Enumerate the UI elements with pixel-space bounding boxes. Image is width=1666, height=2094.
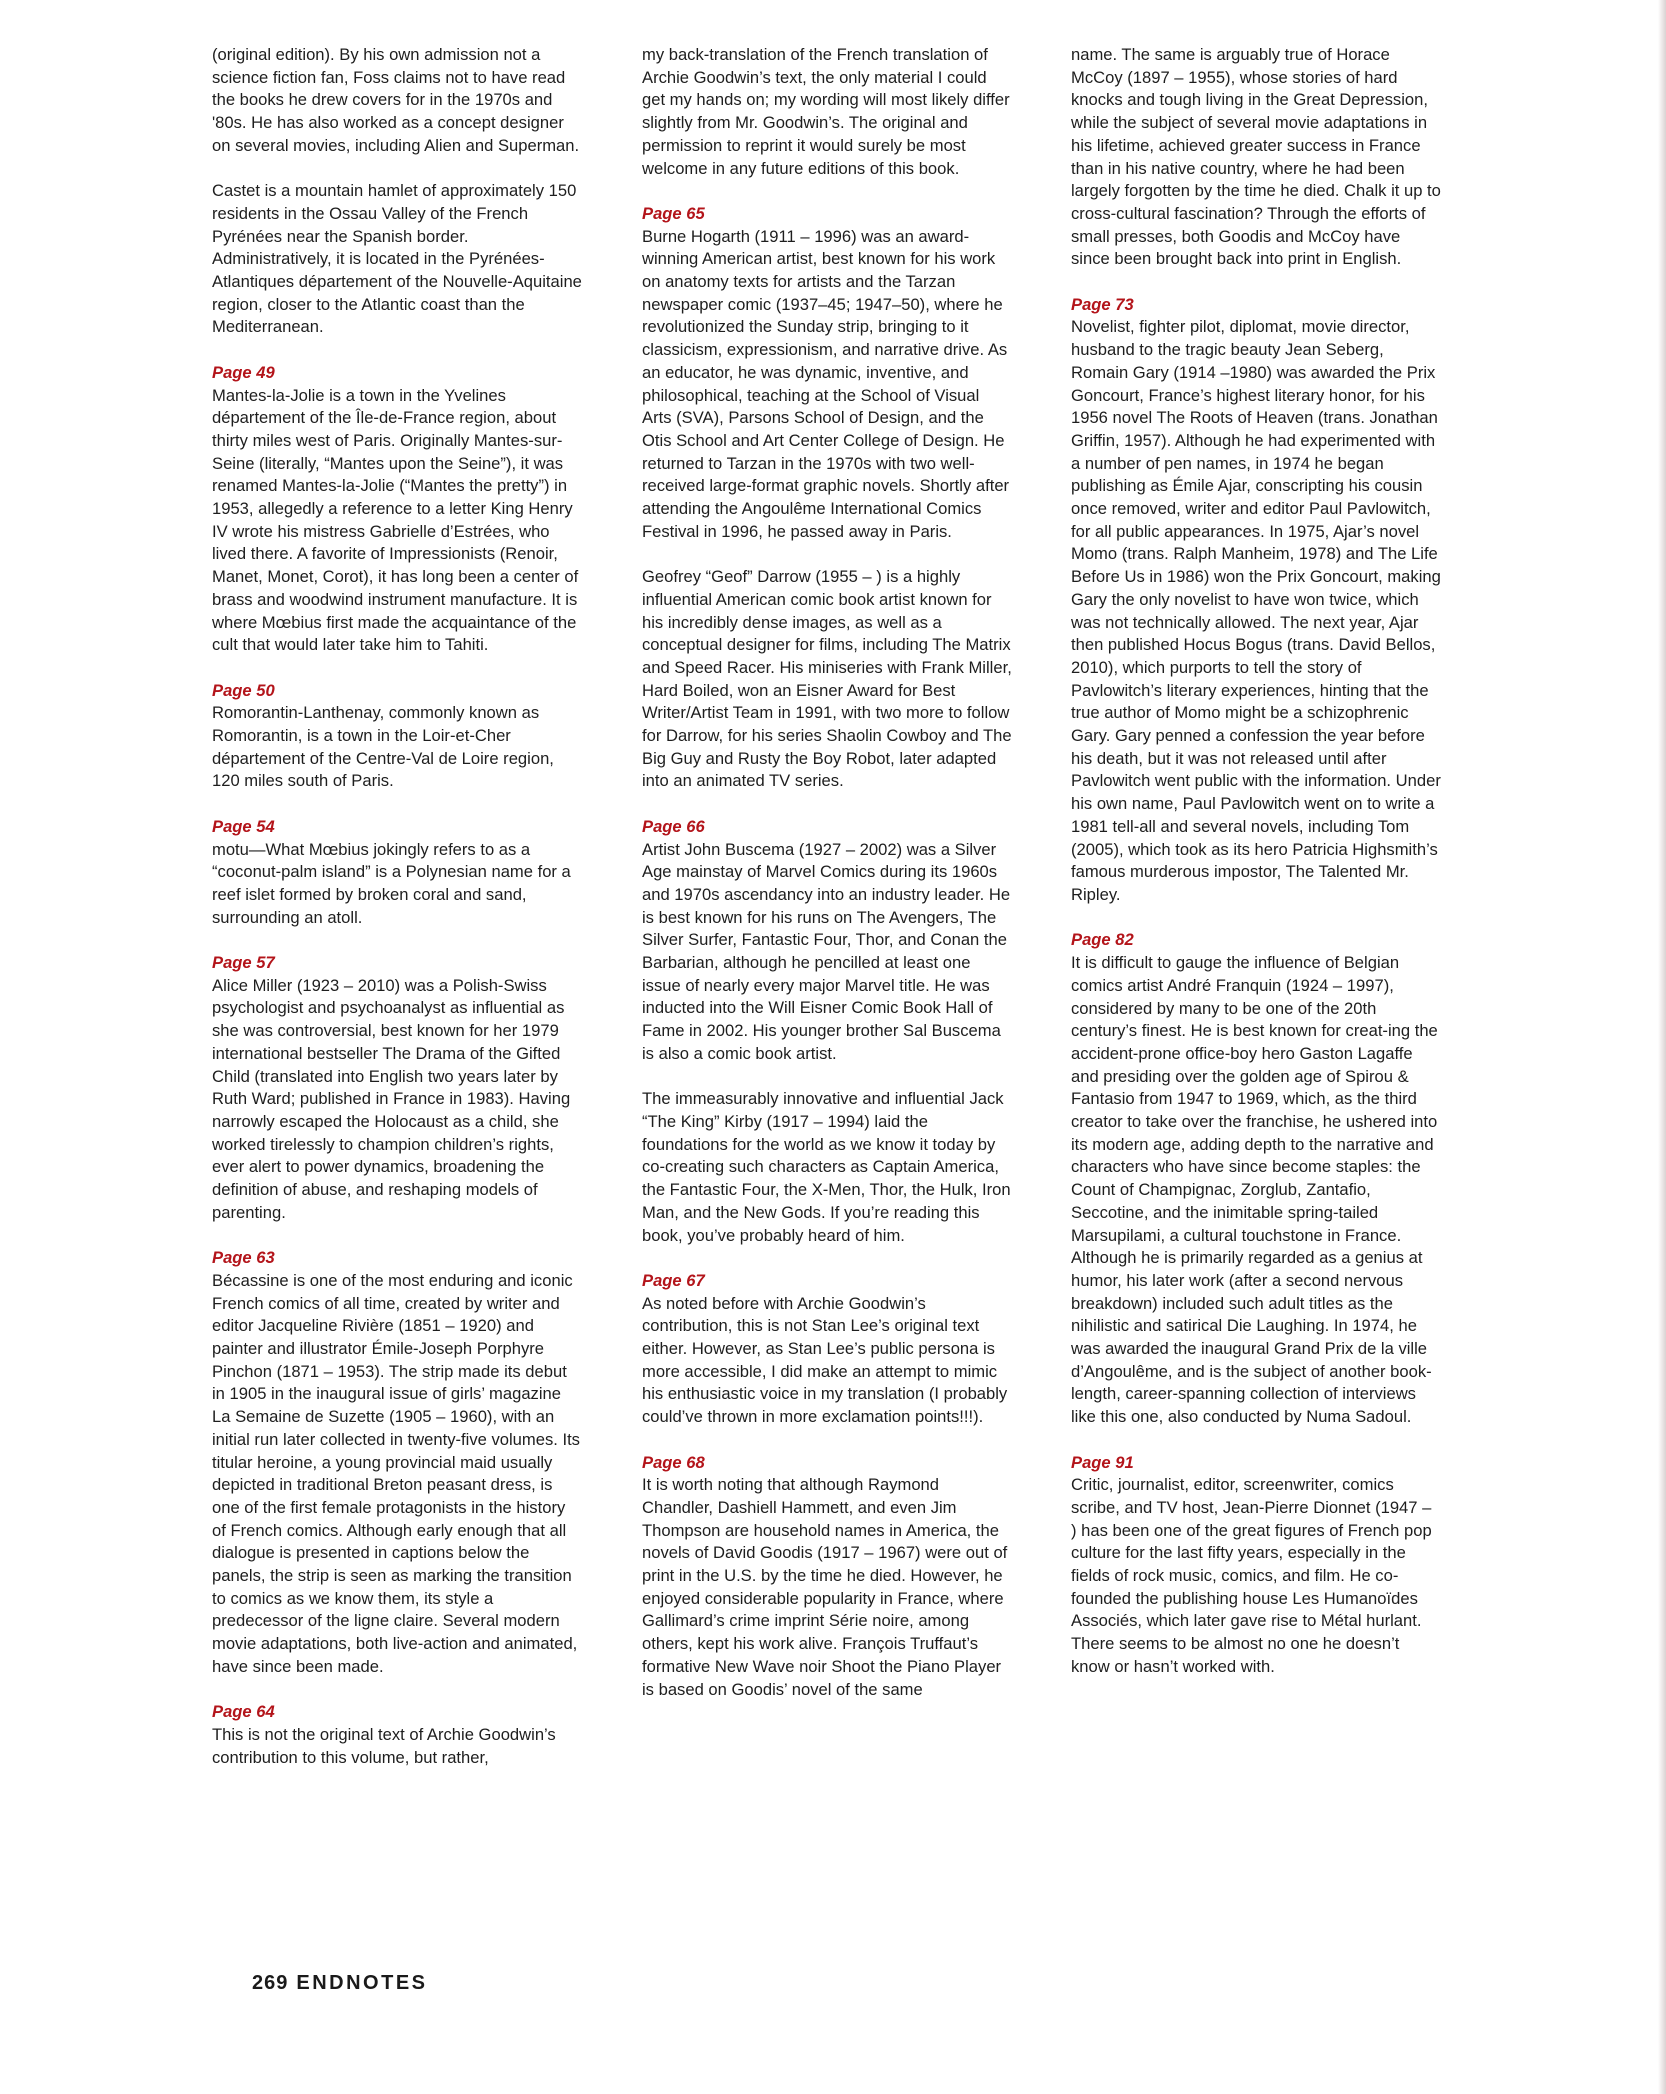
endnote: [212, 680, 582, 794]
page-reference: Page 68: [642, 1452, 705, 1472]
endnote: [642, 1270, 1012, 1429]
endnote: [642, 1088, 1012, 1247]
page-footer: [252, 1972, 428, 1995]
endnote-text: Burne Hogarth (1911 – 1996) was an award-winning American artist, best known for his work on anatomy texts for artists and the Tarzan newspaper comic (1937–45; 1947–50), where he revolutionized the Sunday strip, bringing to it classicism, expressionism, and narrative drive. As an educator, he was dynamic, inventive, and philosophical, teaching at the School of Visual Arts (SVA), Parsons School of Design, and the Otis School and Art Center College of Design. He returned to Tarzan in the 1970s with two well-received large-format graphic novels. Shortly after attending the Angoulême International Comics Festival in 1996, he passed away in Paris.: [642, 226, 1010, 541]
endnote: [1071, 1452, 1441, 1679]
page-reference: Page 65: [642, 203, 705, 223]
endnote-text: It is worth noting that although Raymond Chandler, Dashiell Hammett, and even Jim Thompson are household names in America, the novels of David Goodis (1917 – 1967) were out of print in the U.S. by the time he died. However, he enjoyed considerable popularity in France, where Gallimard’s crime imprint Série noire, among others, kept his work alive. François Truffaut’s formative New Wave noir Shoot the Piano Player is based on Goodis’ novel of the same: [642, 1475, 1008, 1699]
endnote-text: Novelist, fighter pilot, diplomat, movie director, husband to the tragic beauty Jean Seberg, Romain Gary (1914 –1980) was awarded the Prix Goncourt, France’s highest literary honor, for his 1956 novel The Roots of Heaven (trans. Jonathan Griffin, 1957). Although he had experimented with a number of pen names, in 1974 he began publishing as Émile Ajar, conscripting his cousin once removed, writer and editor Paul Pavlowitch, for all public appearances. In 1975, Ajar’s novel Momo (trans. Ralph Manheim, 1978) and The Life Before Us in 1986) won the Prix Goncourt, making Gary the only novelist to have won twice, which was not technically allowed. The next year, Ajar then published Hocus Bogus (trans. David Bellos, 2010), which purports to tell the story of Pavlowitch’s literary experiences, hinting that the true author of Momo might be a schizophrenic Gary. Gary penned a confession the year before his death, but it was not released until after Pavlowitch went public with the information. Under his own name, Paul Pavlowitch went on to write a 1981 tell-all and several novels, including Tom (2005), which took as its hero Patricia Highsmith’s famous murderous impostor, The Talented Mr. Ripley.: [1071, 317, 1441, 904]
endnote-text: The immeasurably innovative and influential Jack “The King” Kirby (1917 – 1994) laid the foundations for the world as we know it today by co-creating such characters as Captain America, the Fantastic Four, the X-Men, Thor, the Hulk, Iron Man, and the New Gods. If you’re reading this book, you’ve probably heard of him.: [642, 1089, 1011, 1245]
page-reference: Page 67: [642, 1270, 705, 1290]
endnote-text: Artist John Buscema (1927 – 2002) was a Silver Age mainstay of Marvel Comics during its 1960s and 1970s ascendancy into an industry leader. He is best known for his runs on The Avengers, The Silver Surfer, Fantastic Four, Thor, and Conan the Barbarian, although he pencilled at least one issue of nearly every major Marvel title. He was inducted into the Will Eisner Comic Book Hall of Fame in 2002. His younger brother Sal Buscema is also a comic book artist.: [642, 839, 1011, 1063]
endnote: [642, 203, 1012, 544]
endnote-text: Geofrey “Geof” Darrow (1955 – ) is a highly influential American comic book artist known for his incredibly dense images, as well as a conceptual designer for films, including The Matrix and Speed Racer. His miniseries with Frank Miller, Hard Boiled, won an Eisner Award for Best Writer/Artist Team in 1991, with two more to follow for Darrow, for his series Shaolin Cowboy and The Big Guy and Rusty the Boy Robot, later adapted into an animated TV series.: [642, 567, 1012, 791]
endnote-text: name. The same is arguably true of Horace McCoy (1897 – 1955), whose stories of hard knocks and tough living in the Great Depression, while the subject of several movie adaptations in his lifetime, achieved greater success in France than in his native country, where he had been largely forgotten by the time he died. Chalk it up to cross-cultural fascination? Through the efforts of small presses, both Goodis and McCoy have since been brought back into print in English.: [1071, 45, 1441, 269]
endnote: [212, 44, 582, 158]
endnote: [642, 1452, 1012, 1702]
endnote-text: Critic, journalist, editor, screenwriter, comics scribe, and TV host, Jean-Pierre Dionnet (1947 – ) has been one of the great figures of French pop culture for the last fifty years, especially in the fields of rock music, comics, and film. He co-founded the publishing house Les Humanoïdes Associés, which later gave rise to Métal hurlant. There seems to be almost no one he doesn’t know or hasn’t worked with.: [1071, 1475, 1432, 1676]
endnote: [1071, 294, 1441, 907]
endnote: [212, 952, 582, 1224]
endnote-text: It is difficult to gauge the influence of Belgian comics artist André Franquin (1924 – 1997), considered by many to be one of the 20th century’s finest. He is best known for creat-ing the accident-prone office-boy hero Gaston Lagaffe and presiding over the golden age of Spirou & Fantasio from 1947 to 1969, which, as the third creator to take over the franchise, he ushered into its modern age, adding depth to the narrative and characters who have since become staples: the Count of Champignac, Zorglub, Zantafio, Seccotine, and the inimitable spring-tailed Marsupilami, a cultural touchstone in France. Although he is primarily regarded as a genius at humor, his later work (after a second nervous breakdown) included such adult titles as the nihilistic and satirical Die Laughing. In 1974, he was awarded the inaugural Grand Prix de la ville d’Angoulême, and is the subject of another book-length, career-spanning collection of interviews like this one, also conducted by Numa Sadoul.: [1071, 953, 1438, 1427]
section-title: ENDNOTES: [296, 1972, 428, 1994]
endnote: [642, 44, 1012, 180]
endnote: [1071, 929, 1441, 1428]
endnote-text: Alice Miller (1923 – 2010) was a Polish-Swiss psychologist and psychoanalyst as influential as she was controversial, best known for her 1979 international bestseller The Drama of the Gifted Child (translated into English two years later by Ruth Ward; published in France in 1983). Having narrowly escaped the Holocaust as a child, she worked tirelessly to champion children’s rights, ever alert to power dynamics, broadening the definition of abuse, and reshaping models of parenting.: [212, 975, 571, 1222]
page-reference: Page 54: [212, 816, 275, 836]
page-reference: Page 91: [1071, 1452, 1134, 1472]
endnote: [212, 816, 582, 930]
endnote-text: This is not the original text of Archie Goodwin’s contribution to this volume, but rather,: [212, 1724, 556, 1767]
endnote-text: Romorantin-Lanthenay, commonly known as Romorantin, is a town in the Loir-et-Cher département of the Centre-Val de Loire region, 120 miles south of Paris.: [212, 703, 554, 791]
endnote: [212, 1247, 582, 1678]
endnote: [212, 180, 582, 339]
endnote-text: Bécassine is one of the most enduring and iconic French comics of all time, created by writer and editor Jacqueline Rivière (1851 – 1920) and painter and illustrator Émile-Joseph Porphyre Pinchon (1871 – 1953). The strip made its debut in 1905 in the inaugural issue of girls’ magazine La Semaine de Suzette (1905 – 1960), with an initial run later collected in twenty-five volumes. Its titular heroine, a young provincial maid usually depicted in traditional Breton peasant dress, is one of the first female protagonists in the history of French comics. Although early enough that all dialogue is presented in captions below the panels, the strip is seen as marking the transition to comics as we know them, its style a predecessor of the ligne claire. Several modern movie adaptations, both live-action and animated, have since been made.: [212, 1270, 580, 1676]
endnote: [212, 1701, 582, 1769]
endnote-text: Castet is a mountain hamlet of approximately 150 residents in the Ossau Valley of the French Pyrénées near the Spanish border. Administratively, it is located in the Pyrénées-Atlantiques département of the Nouvelle-Aquitaine region, closer to the Atlantic coast than the Mediterranean.: [212, 181, 582, 337]
page-reference: Page 50: [212, 680, 275, 700]
endnote: [642, 566, 1012, 793]
page-reference: Page 49: [212, 362, 275, 382]
page-reference: Page 63: [212, 1248, 275, 1268]
page-reference: Page 73: [1071, 294, 1134, 314]
endnote: [1071, 44, 1441, 271]
endnote-text: motu—What Mœbius jokingly refers to as a “coconut-palm island” is a Polynesian name for a reef islet formed by broken coral and sand, surrounding an atoll.: [212, 839, 571, 927]
endnote-text: (original edition). By his own admission not a science fiction fan, Foss claims not to have read the books he drew covers for in the 1970s and '80s. He has also worked as a concept designer on several movies, including Alien and Superman.: [212, 45, 580, 155]
endnote: [642, 816, 1012, 1066]
column-3: [1071, 44, 1441, 1701]
book-spine-shadow: [1658, 0, 1666, 2094]
page-reference: Page 66: [642, 816, 705, 836]
page-reference: Page 57: [212, 953, 275, 973]
endnote-text: Mantes-la-Jolie is a town in the Yvelines département of the Île-de-France region, about thirty miles west of Paris. Originally Mantes-sur-Seine (literally, “Mantes upon the Seine”), it was renamed Mantes-la-Jolie (“Mantes the pretty”) in 1953, allegedly a reference to a letter King Henry IV wrote his mistress Gabrielle d’Estrées, who lived there. A favorite of Impressionists (Renoir, Manet, Monet, Corot), it has long been a center of brass and woodwind instrument manufacture. It is where Mœbius first made the acquaintance of the cult that would later take him to Tahiti.: [212, 385, 579, 655]
endnote-text: my back-translation of the French translation of Archie Goodwin’s text, the only material I could get my hands on; my wording will most likely differ slightly from Mr. Goodwin’s. The original and permission to reprint it would surely be most welcome in any future editions of this book.: [642, 45, 1010, 178]
column-1: [212, 44, 582, 1792]
endnote-text: As noted before with Archie Goodwin’s contribution, this is not Stan Lee’s original text either. However, as Stan Lee’s public persona is more accessible, I did make an attempt to mimic his enthusiastic voice in my translation (I probably could’ve thrown in more exclamation points!!!).: [642, 1293, 1008, 1427]
page-number: 269: [252, 1972, 289, 1994]
page-reference: Page 64: [212, 1702, 275, 1722]
page-reference: Page 82: [1071, 930, 1134, 950]
endnote: [212, 362, 582, 657]
column-2: [642, 44, 1012, 1724]
